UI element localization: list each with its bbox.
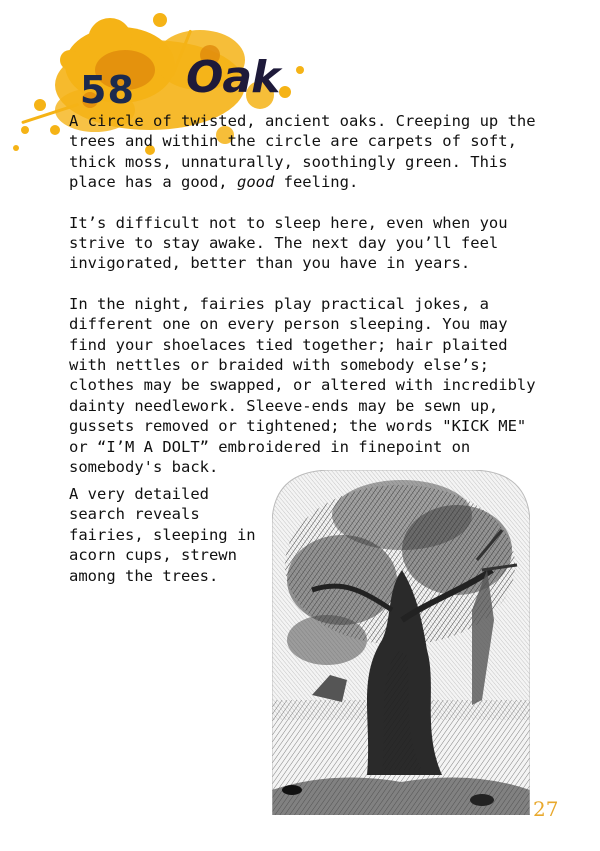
entry-number: 58 [80, 68, 135, 112]
paragraph-1: A circle of twisted, ancient oaks. Creeping up the trees and within the circle are carpets of soft, thick moss, unnaturally, soothingly green. This place has a good, good feeling. [69, 112, 536, 192]
page-number: 27 [533, 797, 559, 821]
paragraph-2: It’s difficult not to sleep here, even when you strive to stay awake. The next day you’ll feel invigorated, better than you have in years. [69, 213, 508, 273]
body-text [69, 111, 539, 498]
entry-title: Oak [186, 52, 280, 103]
oak-tree-engraving [272, 470, 530, 815]
emphasis-good: good [236, 173, 275, 192]
paragraph-4: A very detailed search reveals fairies, sleeping in acorn cups, strewn among the trees. [69, 485, 256, 585]
paragraph-3: In the night, fairies play practical jokes, a different one on every person sleeping. You may find your shoelaces tied together; hair plaited with nettles or braided with somebody else’s; clothes may be swapped, or altered with incredibly dainty needlework. Sleeve-ends may be sewn up, gussets removed or tightened; the words "KICK ME" or “I’M A DOLT” embroidered in finepoint on somebody's back. [69, 294, 536, 477]
